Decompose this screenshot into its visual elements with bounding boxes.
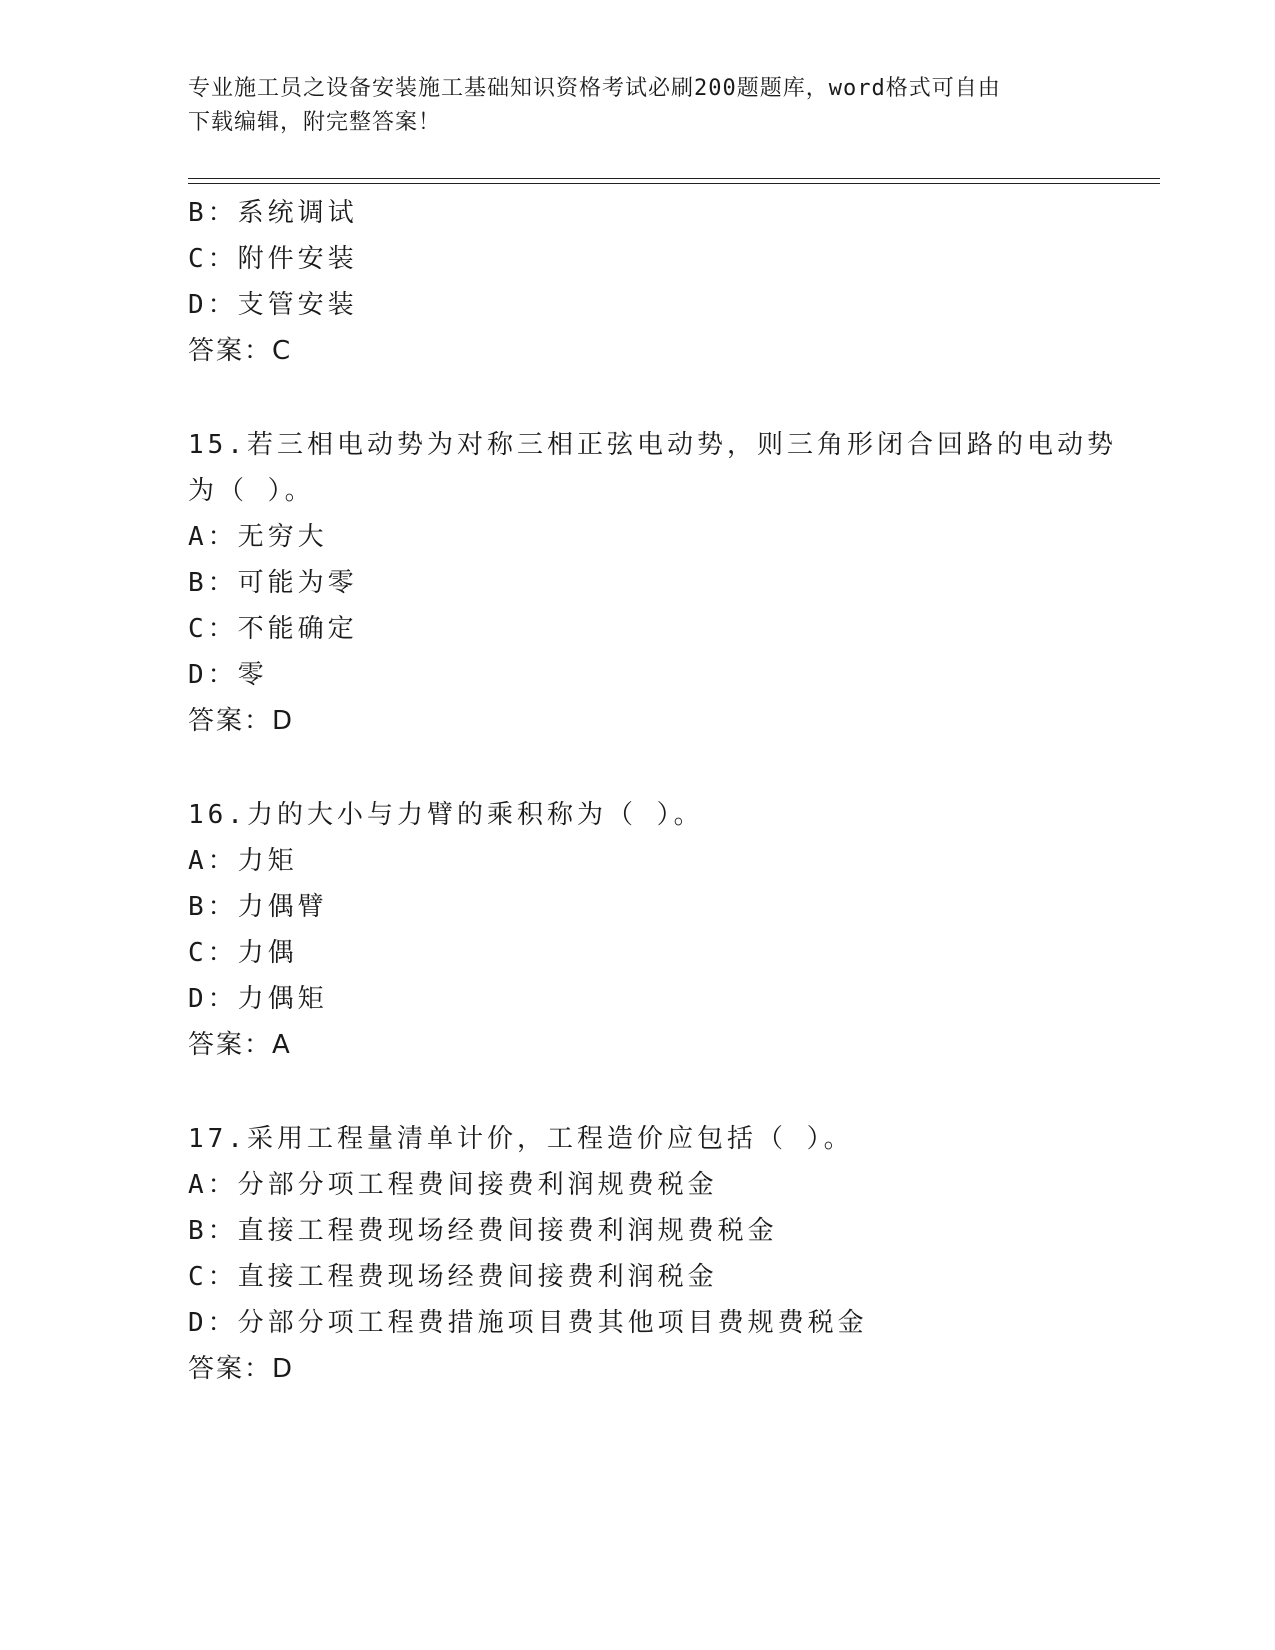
question-stem-line-1: 15.若三相电动势为对称三相正弦电动势，则三角形闭合回路的电动势 [188,430,1117,460]
question-17 [188,1116,1088,1392]
option-c: C：附件安装 [188,244,358,274]
option-b: B：系统调试 [188,198,358,228]
header-divider-bottom [188,183,1160,184]
question-stem: 17.采用工程量清单计价，工程造价应包括（ ）。 [188,1124,854,1154]
answer-line: 答案：A [188,1030,292,1060]
question-content [188,190,1117,1392]
option-d: D：力偶矩 [188,984,328,1014]
option-a: A：力矩 [188,846,298,876]
option-a: A：分部分项工程费间接费利润规费税金 [188,1170,718,1200]
option-b: B：直接工程费现场经费间接费利润规费税金 [188,1216,778,1246]
header-divider-top [188,178,1160,179]
option-a: A：无穷大 [188,522,328,552]
question-15 [188,422,1117,744]
option-c: C：直接工程费现场经费间接费利润税金 [188,1262,718,1292]
question-stem: 16.力的大小与力臂的乘积称为（ ）。 [188,800,704,830]
document-header [188,72,1088,140]
option-b: B：可能为零 [188,568,358,598]
question-stem-line-2: 为（ ）。 [188,476,315,506]
question-16 [188,792,1088,1068]
option-d: D：零 [188,660,268,690]
option-b: B：力偶臂 [188,892,328,922]
option-c: C：力偶 [188,938,298,968]
answer-line: 答案：D [188,1354,295,1384]
answer-line: 答案：C [188,336,293,366]
header-line-1: 专业施工员之设备安装施工基础知识资格考试必刷200题题库，word格式可自由 [188,76,1001,101]
option-d: D：支管安装 [188,290,358,320]
header-line-2: 下载编辑，附完整答案！ [188,110,442,135]
option-c: C：不能确定 [188,614,358,644]
prev-question-block [188,190,1088,374]
answer-line: 答案：D [188,706,295,736]
option-d: D：分部分项工程费措施项目费其他项目费规费税金 [188,1308,868,1338]
